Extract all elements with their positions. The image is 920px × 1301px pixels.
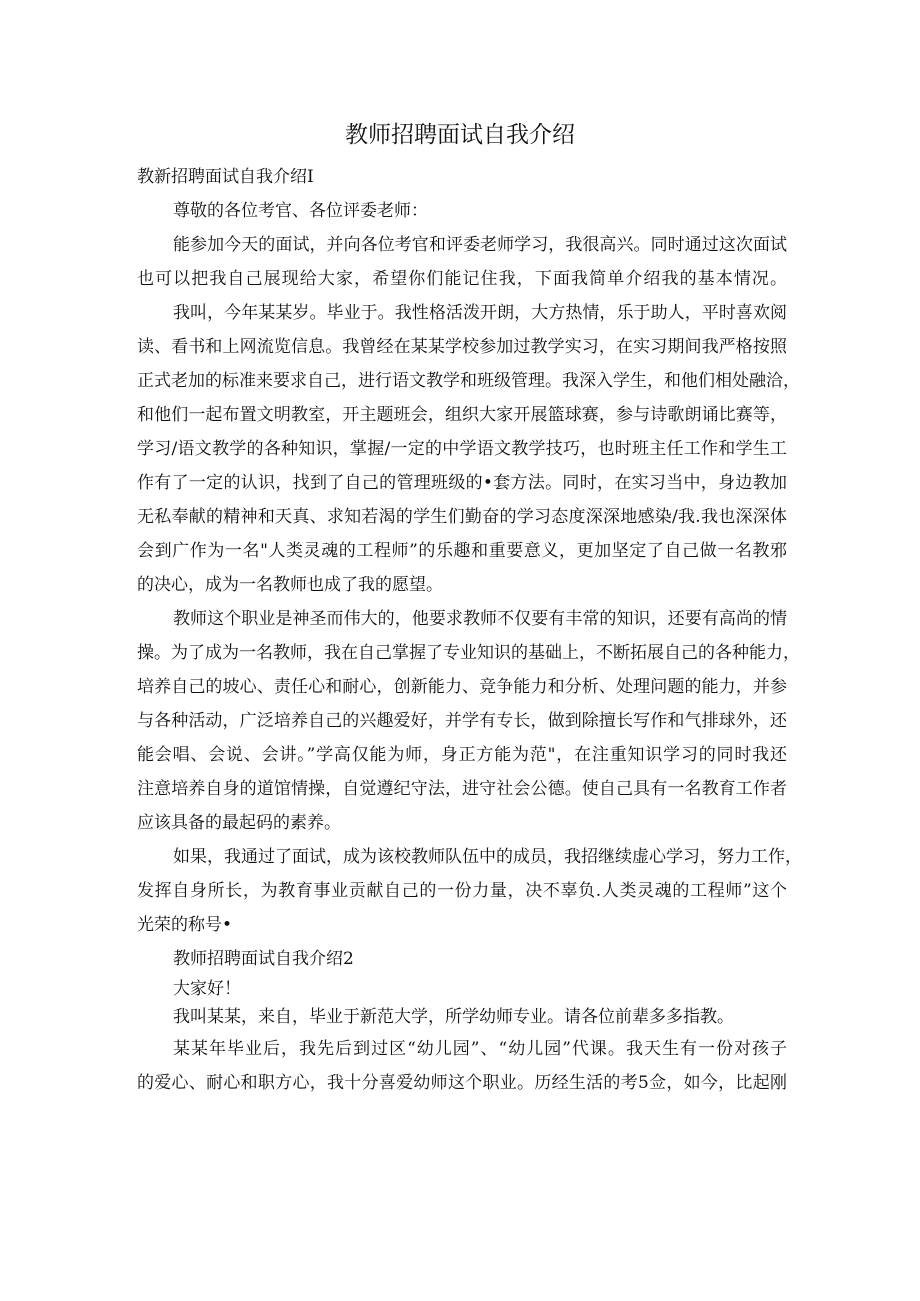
document-title: 教师招聘面试自我介绍 <box>345 122 575 148</box>
paragraph-4 <box>137 840 802 942</box>
paragraph-line: 读、看书和上网流览信息。我曾经在某某学校参加过教学实习，在实习期间我严格按照 <box>137 337 787 357</box>
paragraph-2 <box>137 296 800 602</box>
paragraph-line: 的决心，成为一名教师也成了我的愿望。 <box>137 575 443 595</box>
paragraph-line: 与各种活动，广泛培养自己的兴趣爱好，并学有专长，做到除擅长写作和气排球外，还 <box>137 711 787 731</box>
paragraph-line: 学习/语文教学的各种知识，掌握/一定的中学语文教学技巧，也时班主任工作和学生工 <box>137 439 787 459</box>
paragraph-1 <box>137 228 787 296</box>
document-body <box>137 160 802 1100</box>
paragraph-line: 的爱心、耐心和职方心，我十分喜爱幼师这个职业。历经生活的考5佥，如今，比起刚 <box>137 1073 787 1093</box>
paragraph-line: 培养自己的坡心、责任心和耐心，创新能力、竞争能力和分析、处理问题的能力，并参 <box>137 677 787 697</box>
paragraph-line: 光荣的称号• <box>137 915 233 935</box>
paragraph-3 <box>137 602 800 840</box>
section-heading-2: 教师招聘面试自我介绍2 <box>173 949 354 969</box>
paragraph-line: 我叫某某，来自，毕业于新范大学，所学幼师专业。请各位前辈多多指教。 <box>173 1007 734 1027</box>
paragraph-line: 能会唱、会说、会讲。”学高仅能为师，身正方能为范"，在注重知识学习的同时我还 <box>137 745 787 765</box>
paragraph-line: 也可以把我自己展现给大家，希望你们能记住我，下面我简单介绍我的基本情况。 <box>137 269 787 289</box>
paragraph-line: 我叫，今年某某岁。毕业于。我性格活泼开朗，大方热情，乐于助人，平时喜欢阅 <box>173 303 787 323</box>
paragraph-line: 无私奉献的精神和天真、求知若渴的学生们勤奋的学习态度深深地感染/我.我也深深体 <box>137 507 787 527</box>
paragraph-line: 应该具备的最起码的素养。 <box>137 813 341 833</box>
paragraph-line: 操。为了成为一名教师，我在自己掌握了专业知识的基础上，不断拓展自己的各种能力， <box>137 643 800 663</box>
paragraph-line: 作有了一定的认识，找到了自己的管理班级的•套方法。同时，在实习当中，身边教加 <box>137 473 787 493</box>
paragraph-line: 能参加今天的面试，并向各位考官和评委老师学习，我很高兴。同时通过这次面试 <box>173 235 787 255</box>
paragraph-line: 某某年毕业后，我先后到过区“幼儿园”、“幼儿园”代课。我天生有一份对孩子 <box>173 1039 787 1059</box>
paragraph-line: 如果，我通过了面试，成为该校教师队伍中的成员，我招继续虚心学习，努力工作， <box>173 847 802 867</box>
section-heading-1: 教新招聘面试自我介绍I <box>137 167 314 187</box>
greeting-1: 尊敬的各位考官、各位评委老师： <box>173 201 428 221</box>
paragraph-line: 发挥自身所长，为教育事业贡献自己的一份力量，决不辜负.人类灵魂的工程师”这个 <box>137 881 787 901</box>
paragraph-line: 会到广作为一名"人类灵魂的工程师”的乐趣和重要意义，更加坚定了自己做一名教邪 <box>137 541 787 561</box>
paragraph-6 <box>137 1032 787 1100</box>
paragraph-line: 教师这个职业是神圣而伟大的，他要求教师不仅要有丰常的知识，还要有高尚的情 <box>173 609 787 629</box>
paragraph-line: 正式老加的标准来要求自己，进行语文教学和班级管理。我深入学生，和他们相处融洽， <box>137 371 800 391</box>
paragraph-line: 注意培养自身的道馆情操，自觉遵纪守法，进守社会公德。使自己具有一名教育工作者 <box>137 779 787 799</box>
paragraph-line: 和他们一起布置文明教室，开主题班会，组织大家开展篮球赛，参与诗歌朗诵比赛等， <box>137 405 787 425</box>
greeting-2: 大家好！ <box>173 979 241 999</box>
paragraph-5 <box>137 1002 787 1032</box>
